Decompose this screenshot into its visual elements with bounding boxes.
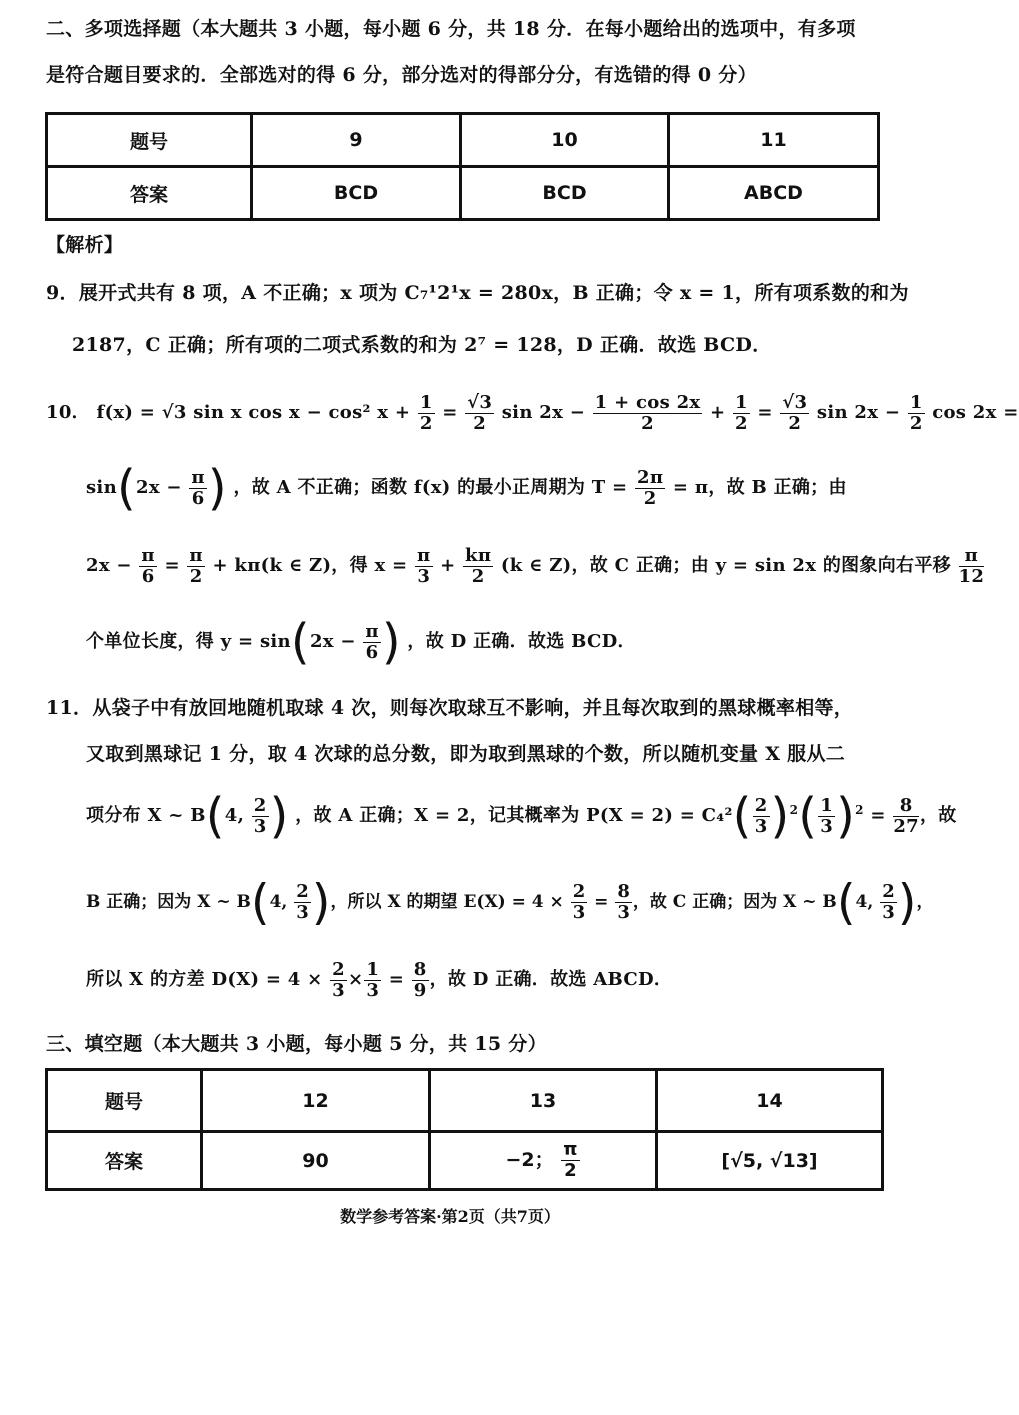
fill-in-answer-table [45,1068,884,1191]
denominator: 3 [296,902,309,923]
denominator: 3 [366,979,380,1001]
fraction [593,391,703,434]
numerator: π [365,620,379,642]
q10-expr: f(x) = √3 sin x cos x − cos² x + [96,402,411,423]
row-header-label: 题号 [47,114,252,167]
denominator: 27 [893,815,919,837]
q9-line1: 9．展开式共有 8 项，A 不正确；x 项为 C₇¹2¹x = 280x，B 正确；令 x = 1，所有项系数的和为 [46,282,909,304]
question-number-cell: 9 [252,114,461,167]
fraction [958,544,985,587]
q10-expr: ，故 D 正确．故选 BCD． [407,631,636,652]
q10-expr: 2x − [136,477,182,498]
denominator: 3 [617,902,630,923]
answer-label: 答案 [47,1132,202,1190]
question-number-cell: 14 [657,1070,883,1132]
denominator: 6 [191,487,205,509]
denominator: 3 [572,902,586,923]
q9-line2: 2187，C 正确；所有项的二项式系数的和为 2⁷ = 128，D 正确．故选 BCD． [72,334,772,356]
q11-line3 [86,788,957,844]
left-paren: ( [798,788,818,844]
answer-cell [430,1132,657,1190]
question-number-cell: 11 [669,114,879,167]
fraction [364,958,381,1001]
q10-expr: 2x − [309,631,356,652]
page-footer: 数学参考答案·第2页（共7页） [340,1207,560,1226]
answer-label: 答案 [47,167,252,220]
left-paren: ( [116,460,136,516]
numerator: 2 [754,794,768,816]
numerator: √3 [467,391,493,413]
denominator: 12 [958,565,985,587]
fraction [330,958,347,1001]
numerator: 8 [893,797,919,817]
q11-expr: 所以 X 的方差 D(X) = 4 × [86,969,323,990]
numerator: 2 [253,794,267,816]
numerator: π [563,1139,578,1160]
numerator: 8 [413,958,427,980]
q11-expr: ，故 C 正确；因为 X ~ B [632,892,837,912]
right-paren: ) [897,874,917,931]
question-number-row [47,114,879,167]
equals-sign: = [870,805,886,826]
question-number-cell: 13 [430,1070,657,1132]
times-sign: × [347,969,364,990]
row-header-label: 题号 [47,1070,202,1132]
section3-heading: 三、填空题（本大题共 3 小题，每小题 5 分，共 15 分） [46,1033,547,1055]
denominator: 6 [141,565,155,587]
denominator: 9 [413,979,427,1001]
fraction [615,883,632,922]
q10-expr: sin 2x − [816,402,901,423]
fraction [189,466,206,509]
left-paren: ( [205,788,225,844]
denominator: 2 [788,412,802,434]
q11-expr: ，所以 X 的期望 E(X) = 4 × [330,892,564,912]
denominator: 2 [564,1160,577,1181]
q11-expr: ，故 [919,805,957,826]
numerator: 1 [820,794,834,816]
right-paren: ) [381,614,401,670]
q11-line5 [86,952,876,1008]
numerator: kπ [465,544,492,566]
fraction [415,544,432,587]
denominator: 3 [417,565,431,587]
q10-expr: sin 2x − [501,402,586,423]
left-paren: ( [290,614,310,670]
numerator: π [191,466,205,488]
fraction [635,466,665,509]
fraction [465,391,494,434]
q11-expr: ， [916,892,934,912]
denominator: 3 [754,815,768,837]
fraction [294,883,311,922]
denominator: 2 [419,412,433,434]
equals-sign: = [442,402,458,423]
q10-line2 [86,460,876,516]
numerator: √3 [782,391,808,413]
q11-line4 [86,874,934,931]
q11-expr: ，故 A 正确；X = 2，记其概率为 P(X = 2) = C₄² [295,805,733,826]
right-paren: ) [207,460,227,516]
denominator: 6 [365,641,379,663]
fraction [561,1141,579,1180]
answer-cell: [√5, √13] [657,1132,883,1190]
denominator: 2 [643,487,657,509]
equals-sign: = [757,402,773,423]
numerator: 2π [637,466,664,488]
numerator: π [141,544,155,566]
denominator: 2 [641,412,654,434]
q11-expr: 4, [269,892,288,912]
right-paren: ) [269,788,289,844]
fraction [753,794,770,837]
fraction [463,544,493,587]
numerator: 1 + cos 2x [594,391,701,413]
fraction [908,391,925,434]
denominator: 2 [189,565,203,587]
plus-sign: + [440,555,456,576]
section2-heading-line1: 二、多项选择题（本大题共 3 小题，每小题 6 分，共 18 分．在每小题给出的选项中，有多项 [46,18,856,40]
answer-row [47,1132,883,1190]
answer-cell: ABCD [669,167,879,220]
fraction [252,794,269,837]
answer-cell: BCD [461,167,669,220]
denominator: 3 [882,902,895,923]
fraction [733,391,750,434]
analysis-label: 【解析】 [46,234,124,256]
numerator: 1 [909,391,923,413]
q11-expr: 4, [855,892,874,912]
equals-sign: = [594,892,609,912]
numerator: 8 [617,881,630,902]
fraction [418,391,435,434]
answer-row [47,167,879,220]
q11-line1: 11．从袋子中有放回地随机取球 4 次，则每次取球互不影响，并且每次取到的黑球概率相等， [46,697,854,719]
fraction [880,883,897,922]
fraction [571,883,588,922]
left-paren: ( [836,874,856,931]
q10-expr: ，故 A 不正确；函数 f(x) 的最小正周期为 T = [233,477,628,498]
question-number-cell: 12 [202,1070,430,1132]
equals-sign: = [164,555,180,576]
q10-expr: + kπ(k ∈ Z)，得 x = [212,555,408,576]
question-number-cell: 10 [461,114,669,167]
numerator: 2 [572,881,586,902]
numerator: 1 [734,391,748,413]
numerator: 2 [332,958,345,980]
right-paren: ) [836,788,856,844]
numerator: 1 [419,391,433,413]
left-paren: ( [250,874,270,931]
denominator: 3 [332,979,345,1001]
q11-line2: 又取到黑球记 1 分，取 4 次球的总分数，即为取到黑球的个数，所以随机变量 X 服从二 [86,743,846,765]
numerator: 2 [296,881,309,902]
answer-cell: BCD [252,167,461,220]
q10-expr: sin [86,477,117,498]
q10-number: 10． [46,402,90,423]
plus-sign: + [710,402,726,423]
fraction [412,958,429,1001]
q10-expr: (k ∈ Z)，故 C 正确；由 y = sin 2x 的图象向右平移 [500,555,951,576]
q10-expr: cos 2x = [932,402,1019,423]
denominator: 3 [820,815,834,837]
q11-expr: 4, [224,805,245,826]
q10-line3 [86,538,985,594]
numerator: 1 [366,958,380,980]
exponent: 2 [789,803,799,817]
fraction [139,544,156,587]
denominator: 2 [471,565,485,587]
fraction [187,544,204,587]
section2-heading-line2: 是符合题目要求的．全部选对的得 6 分，部分选对的得部分分，有选错的得 0 分） [46,64,757,86]
q11-expr: B 正确；因为 X ~ B [86,892,251,912]
q10-line4 [86,614,876,670]
answer-cell: 90 [202,1132,430,1190]
denominator: 2 [734,412,748,434]
q11-expr: ，故 D 正确．故选 ABCD． [429,969,673,990]
numerator: π [189,544,203,566]
q10-expr: 个单位长度，得 y = sin [86,631,291,652]
denominator: 3 [253,815,267,837]
q11-expr: 项分布 X ~ B [86,805,206,826]
left-paren: ( [732,788,752,844]
right-paren: ) [311,874,331,931]
equals-sign: = [388,969,405,990]
right-paren: ) [770,788,790,844]
exponent: 2 [855,803,864,817]
answer-13-part1: −2； [505,1149,554,1171]
fraction [893,794,919,837]
q10-line1 [46,388,1019,438]
fraction [363,620,380,663]
denominator: 2 [473,412,487,434]
question-number-row [47,1070,883,1132]
q10-expr: 2x − [86,555,132,576]
numerator: 2 [882,881,895,902]
multiple-choice-answer-table [45,112,880,221]
denominator: 2 [909,412,923,434]
numerator: π [417,544,431,566]
q10-expr: = π，故 B 正确；由 [672,477,847,498]
fraction [780,391,809,434]
numerator: π [959,547,985,567]
fraction [818,794,835,837]
